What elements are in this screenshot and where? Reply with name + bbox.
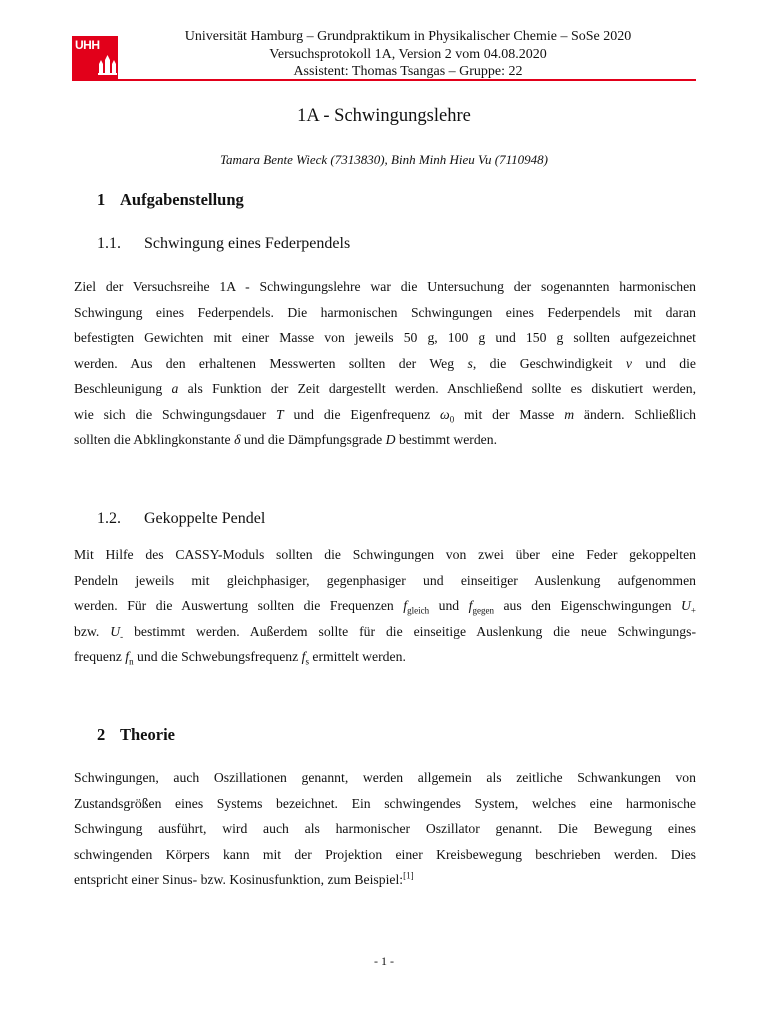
subscript: gegen xyxy=(472,605,494,616)
subscript: + xyxy=(690,605,696,616)
university-logo xyxy=(72,36,118,79)
header-line-2: Versuchsprotokoll 1A, Version 2 vom 04.08.2020 xyxy=(269,46,547,62)
section-number: 1 xyxy=(97,190,106,209)
subsection-title: Schwingung eines Federpendels xyxy=(144,235,351,252)
subscript: gleich xyxy=(407,605,430,616)
section-title: Aufgabenstellung xyxy=(120,190,244,209)
symbol-T: T xyxy=(276,406,284,422)
subsection-number: 1.1. xyxy=(97,235,121,252)
symbol-f: f xyxy=(301,649,306,664)
header-line-3: Assistent: Thomas Tsangas – Gruppe: 22 xyxy=(293,64,523,79)
text-run: frequenz xyxy=(74,649,122,664)
text-line: Pendeln jeweils mit gleichphasiger, gegenphasiger und einseitiger Auslenkung aufgenommen xyxy=(74,572,696,588)
authors: Tamara Bente Wieck (7313830), Binh Minh Hieu Vu (7110948) xyxy=(220,152,548,167)
symbol-f: f xyxy=(403,598,408,613)
symbol-v: v xyxy=(625,355,632,371)
text-line xyxy=(74,867,696,893)
header-rule xyxy=(72,79,696,81)
logo-text: UHH xyxy=(75,38,100,52)
section-heading-aufgabenstellung xyxy=(97,190,244,210)
symbol-f: f xyxy=(468,598,473,613)
text-run: und die Dämpfungsgrade xyxy=(243,432,383,447)
text-line: Ziel der Versuchsreihe 1A - Schwingungslehre war die Untersuchung der sogenannten harmonischen xyxy=(74,279,696,294)
text-run: werden. Aus den erhaltenen Messwerten sollten der Weg xyxy=(74,355,455,371)
section-title: Theorie xyxy=(120,725,175,744)
text-run: Beschleunigung xyxy=(74,381,163,396)
text-run: ändern. Schließlich xyxy=(583,406,696,422)
text-line: Schwingungen, auch Oszillationen genannt, werden allgemein als zeitliche Schwankungen von xyxy=(74,770,696,785)
text-line: Schwingung ausführt, wird auch als harmonischer Oszillator genannt. Die Bewegung eines xyxy=(74,821,696,836)
text-line: befestigten Gewichten mit einer Masse von jeweils 50 g, 100 g und 150 g sollten aufgezeichnet xyxy=(74,330,696,345)
castle-icon xyxy=(72,36,118,79)
paragraph-theorie xyxy=(74,765,696,893)
page-header xyxy=(140,28,676,81)
section-number: 2 xyxy=(97,725,106,744)
symbol-a: a xyxy=(171,381,179,396)
symbol-f: f xyxy=(125,649,130,664)
symbol-delta: δ xyxy=(234,432,241,447)
text-run: und die Eigenfrequenz xyxy=(293,406,431,422)
text-run: bestimmt werden. xyxy=(398,432,498,447)
subscript: s xyxy=(305,656,309,667)
text-line: Schwingung eines Federpendels. Die harmonischen Schwingungen eines Federpendels mit daran xyxy=(74,304,696,320)
symbol-D: D xyxy=(385,432,396,447)
text-run: werden. Für die Auswertung sollten die Frequenzen xyxy=(74,598,394,613)
section-heading-theorie xyxy=(97,725,175,745)
paragraph-federpendel xyxy=(74,274,696,453)
text-line: Mit Hilfe des CASSY-Moduls sollten die Schwingungen von zwei über eine Feder gekoppelten xyxy=(74,547,696,562)
text-run: und die Schwebungsfrequenz xyxy=(137,649,299,664)
text-line: schwingenden Körpers kann mit der Projektion einer Kreisbewegung beschrieben werden. Dies xyxy=(74,846,696,862)
subscript: - xyxy=(120,631,124,642)
text-line xyxy=(74,427,696,453)
citation-reference: [1] xyxy=(403,870,414,881)
text-run: sollten die Abklingkonstante xyxy=(74,432,231,447)
text-run: ermittelt werden. xyxy=(312,649,406,664)
symbol-omega: ω xyxy=(440,406,450,422)
subsection-number: 1.2. xyxy=(97,510,121,527)
symbol-s: s xyxy=(467,355,473,371)
text-line xyxy=(74,351,696,377)
text-run: aus den Eigenschwingungen xyxy=(503,598,672,613)
symbol-U: U xyxy=(110,623,121,639)
text-run: entspricht einer Sinus- bzw. Kosinusfunktion, zum Beispiel: xyxy=(74,872,404,887)
subsection-heading-gekoppelte-pendel xyxy=(97,510,265,528)
subscript: 0 xyxy=(449,414,455,425)
text-line: Zustandsgrößen eines Systems bezeichnet. Ein schwingendes System, welches eine harmonische xyxy=(74,795,696,811)
subscript: n xyxy=(129,656,134,667)
text-run: bzw. xyxy=(74,623,100,639)
text-run: und xyxy=(438,598,460,613)
paragraph-gekoppelte-pendel xyxy=(74,542,696,670)
text-run: mit der Masse xyxy=(464,406,555,422)
subsection-heading-federpendel xyxy=(97,235,350,253)
text-line xyxy=(74,376,696,402)
subsection-title: Gekoppelte Pendel xyxy=(144,510,266,527)
text-line xyxy=(74,619,696,645)
text-run: als Funktion der Zeit dargestellt werden. Anschließend sollte es diskutiert werden, xyxy=(187,381,696,396)
text-line xyxy=(74,593,696,619)
header-line-1: Universität Hamburg – Grundpraktikum in Physikalischer Chemie – SoSe 2020 xyxy=(184,29,632,44)
symbol-m: m xyxy=(564,406,575,422)
text-run: , die Geschwindigkeit xyxy=(472,355,613,371)
page-number: - 1 - xyxy=(374,954,394,968)
text-line xyxy=(74,402,696,428)
text-run: wie sich die Schwingungsdauer xyxy=(74,406,267,422)
symbol-U: U xyxy=(681,598,691,613)
text-run: und die xyxy=(645,355,696,371)
document-title: 1A - Schwingungslehre xyxy=(297,106,471,126)
text-line xyxy=(74,644,696,670)
text-run: bestimmt werden. Außerdem sollte für die einseitige Auslenkung die neue Schwingungs- xyxy=(134,623,696,639)
